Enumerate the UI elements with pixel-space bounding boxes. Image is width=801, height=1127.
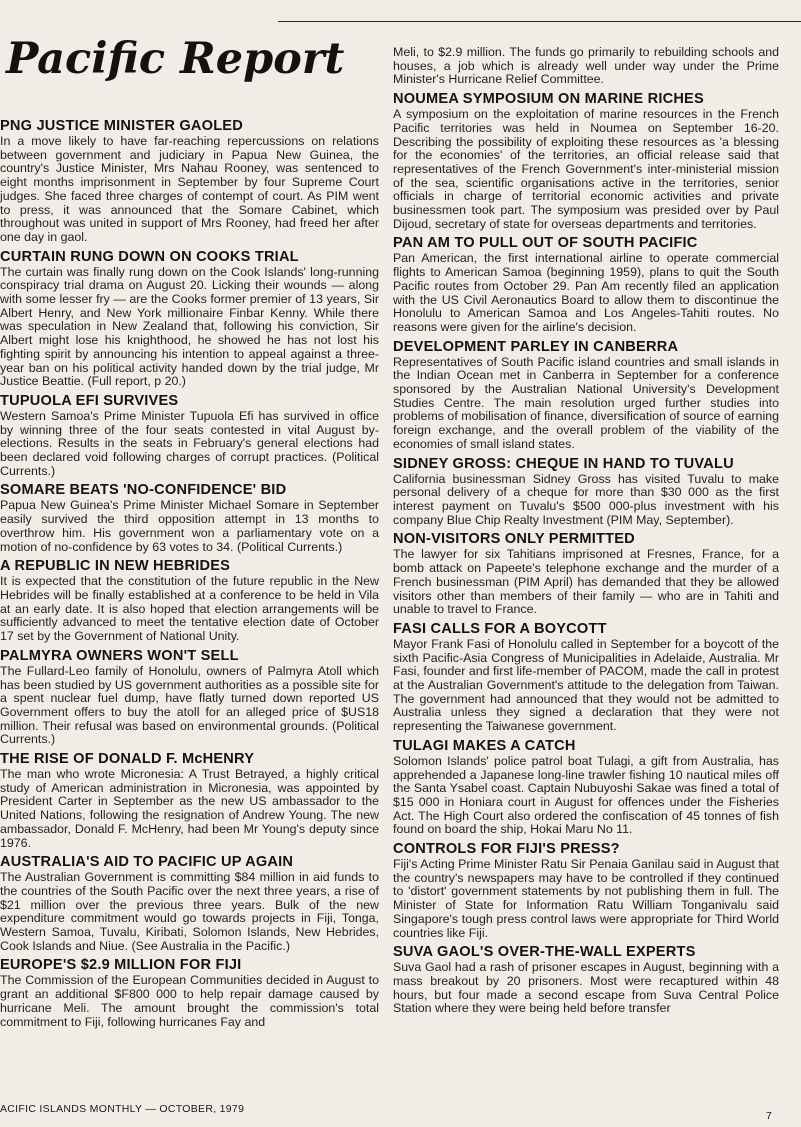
article-headline: SIDNEY GROSS: CHEQUE IN HAND TO TUVALU xyxy=(393,455,734,472)
article-headline: A REPUBLIC IN NEW HEBRIDES xyxy=(0,558,231,575)
article xyxy=(0,482,379,554)
article xyxy=(393,91,779,231)
article-headline: SOMARE BEATS 'NO-CONFIDENCE' BID xyxy=(0,482,287,499)
article-headline: CONTROLS FOR FIJI'S PRESS? xyxy=(393,841,620,858)
article xyxy=(393,621,779,734)
footer-publication: ACIFIC ISLANDS MONTHLY — OCTOBER, 1979 xyxy=(0,1103,245,1115)
article xyxy=(0,393,379,479)
article-body: The man who wrote Micronesia: A Trust Betrayed, a highly critical study of American administration in Micronesia, was appointed by President Carter in September as the new US ambassador to the United Nations, following the resignation of Andrew Young. The new ambassador, Donald F. McHenry, had been Mr Young's deputy since 1976. xyxy=(0,767,379,850)
article-headline: CURTAIN RUNG DOWN ON COOKS TRIAL xyxy=(0,248,299,265)
article-body: Mayor Frank Fasi of Honolulu called in September for a boycott of the sixth Pacific-Asia Congress of Municipalities in Adelaide, Australia. Mr Fasi, founder and first life-member of PACOM, made the call in protest at the Australian Government's attitude to the delegation from Taiwan. The government had announced that they would not be admitted to Australia unless they signed a declaration that they were not representing the Taiwanese government. xyxy=(393,636,779,734)
article-body: In a move likely to have far-reaching repercussions on relations between government and judiciary in Papua New Guinea, the country's Justice Minister, Mrs Nahau Rooney, was sentenced to eight months imprisonment in September by four Supreme Court judges. She faced three charges of contempt of court. As PIM went to press, it was announced that the Somare Cabinet, which throughout was united in support of Mrs Rooney, had freed her after one day in gaol. xyxy=(0,134,379,244)
article-body: The Commission of the European Communities decided in August to grant an additional $F800 000 to help repair damage caused by hurricane Meli. The amount brought the commission's total commitment to Fiji, following hurricanes Fay and xyxy=(0,973,379,1029)
article xyxy=(393,456,779,528)
article-body: Fiji's Acting Prime Minister Ratu Sir Penaia Ganilau said in August that the country's newspapers may have to be controlled if they continued to 'distort' government statements by not publishing them in full. The Minister of State for Information Ratu William Tonganivalu said Singapore's tough press control laws were appropriate for Third World countries like Fiji. xyxy=(393,857,779,940)
article-headline: FASI CALLS FOR A BOYCOTT xyxy=(393,620,607,637)
article-body: Meli, to $2.9 million. The funds go primarily to rebuilding schools and houses, a job which is already well under way under the Prime Minister's Hurricane Relief Committee. xyxy=(393,45,779,87)
article-body: Pan American, the first international airline to operate commercial flights to American Samoa (beginning 1959), plans to quit the South Pacific routes from October 29. Pan Am recently filed an application with the US Civil Aeronautics Board to allow them to discontinue the Honolulu to American Samoa and Los Angeles-Tahiti routes. No reasons were given for the airline's decision. xyxy=(393,251,779,334)
article xyxy=(393,339,779,452)
article-body: Representatives of South Pacific island countries and small islands in the Indian Ocean met in Canberra in September for a conference sponsored by the Australian National University's Development Studies Centre. The main resolution urged further studies into problems of mobilisation of finance, diversification of source of earning foreign exchange, and the overall problem of the viability of the economies of small island states. xyxy=(393,354,779,451)
article-headline: PALMYRA OWNERS WON'T SELL xyxy=(0,647,239,664)
article-body: California businessman Sidney Gross has visited Tuvalu to make personal delivery of a cheque for more than $30 000 as the first interest payment on Tuvalu's $500 000-plus investment with his company Blue Chip Realty Investment (PIM May, September). xyxy=(393,471,779,527)
article xyxy=(393,531,779,617)
page-number: 7 xyxy=(766,1110,772,1122)
article-body: The curtain was finally rung down on the Cook Islands' long-running conspiracy trial drama on August 20. Licking their wounds — along with some lesser fry — are the Cooks former premier of 13 years, Sir Albert Henry, and New York millionaire Finbar Kenny. While there was speculation in New Zealand that, following his conviction, Sir Albert might lose his knighthood, he showed he has not lost his fighting spirit by announcing his intention to appeal against a three-year ban on his political activity handed down by the trial judge, Mr Justice Beattie. (Full report, p 20.) xyxy=(0,264,379,389)
article-headline: TUPUOLA EFI SURVIVES xyxy=(0,392,179,409)
article xyxy=(0,118,379,245)
article-body: The Australian Government is committing $84 million in aid funds to the countries of the South Pacific over the next three years, a rise of $21 million over the previous three years. Bulk of the new expenditure commitment would go towards projects in Fiji, Tonga, Western Samoa, Tuvalu, Kiribati, Solomon Islands, New Hebrides, Cook Islands and Niue. (See Australia in the Pacific.) xyxy=(0,870,379,953)
article xyxy=(393,841,779,940)
right-column xyxy=(393,46,779,1020)
article-body: A symposium on the exploitation of marine resources in the French Pacific territories was held in Noumea on September 16-20. Describing the possibility of exploiting these resources as 'a blessing for the economies' of the territories, an official release said that representatives of the French Government's inter-ministerial mission of the sea, scientific organisations active in the territories, senior officials in charge of territorial economic activities and private businessmen took part. The symposium was presided over by Paul Dijoud, secretary of state for overseas departments and territories. xyxy=(393,107,779,231)
article-headline: PNG JUSTICE MINISTER GAOLED xyxy=(0,118,243,134)
article xyxy=(0,751,379,850)
article xyxy=(393,235,779,334)
left-column xyxy=(0,118,379,1033)
article-headline: EUROPE'S $2.9 MILLION FOR FIJI xyxy=(0,957,242,974)
article xyxy=(393,46,779,87)
article-body: It is expected that the constitution of the future republic in the New Hebrides will be finally established at a conference to be held in Vila at an early date. It is also hoped that election arrangements will be sufficiently advanced to meet the tentative election date of October 17 set by the Government of National Unity. xyxy=(0,574,379,644)
article-body: The lawyer for six Tahitians imprisoned at Fresnes, France, for a bomb attack on Papeete's telephone exchange and the murder of a French businessman (PIM April) has demanded that they be allowed visitors other than members of their family — who are in Tahiti and unable to travel to France. xyxy=(393,547,779,617)
article-headline: TULAGI MAKES A CATCH xyxy=(393,737,576,754)
article-body: Suva Gaol had a rash of prisoner escapes in August, beginning with a mass breakout by 20 prisoners. Most were recaptured within 48 hours, but four made a second escape from Suva Central Police Station where they were being held before transfer xyxy=(393,960,779,1016)
masthead-logo: Pacific Report xyxy=(6,34,345,84)
article-headline: NOUMEA SYMPOSIUM ON MARINE RICHES xyxy=(393,91,704,108)
article xyxy=(0,648,379,747)
article-headline: PAN AM TO PULL OUT OF SOUTH PACIFIC xyxy=(393,235,698,252)
article xyxy=(0,854,379,953)
article xyxy=(0,558,379,644)
article xyxy=(393,944,779,1016)
article-headline: AUSTRALIA'S AID TO PACIFIC UP AGAIN xyxy=(0,854,294,871)
article-body: The Fullard-Leo family of Honolulu, owners of Palmyra Atoll which has been studied by US government authorities as a possible site for a spent nuclear fuel dump, have flatly turned down reported US Government offers to buy the atoll for an alleged price of $US18 million. Their refusal was based on environmental grounds. (Political Currents.) xyxy=(0,663,379,747)
article-body: Papua New Guinea's Prime Minister Michael Somare in September easily survived the third opposition attempt in 13 months to overthrow him. His government won a parliamentary vote on a motion of no-confidence by 63 votes to 34. (Political Currents.) xyxy=(0,498,379,554)
top-rule xyxy=(278,21,801,22)
article-headline: SUVA GAOL'S OVER-THE-WALL EXPERTS xyxy=(393,944,696,961)
article xyxy=(393,738,779,837)
article-body: Western Samoa's Prime Minister Tupuola Efi has survived in office by winning three of the four seats contested in vital August by-elections. Results in the seats in February's general elections had been declared void following charges of corrupt practices. (Political Currents.) xyxy=(0,408,379,478)
article-body: Solomon Islands' police patrol boat Tulagi, a gift from Australia, has apprehended a Japanese long-line trawler fishing 10 nautical miles off the Santa Ysabel coast. Captain Nubuyoshi Sakae was fined a total of $15 000 in Honiara court in August for offences under the Fisheries Act. The High Court also ordered the confiscation of 45 tonnes of fish found on board the ship, Hokai Maru No 11. xyxy=(393,753,779,837)
article xyxy=(0,957,379,1029)
article-headline: DEVELOPMENT PARLEY IN CANBERRA xyxy=(393,338,679,355)
article-headline: NON-VISITORS ONLY PERMITTED xyxy=(393,531,635,548)
article-headline: THE RISE OF DONALD F. McHENRY xyxy=(0,751,255,768)
article xyxy=(0,249,379,389)
